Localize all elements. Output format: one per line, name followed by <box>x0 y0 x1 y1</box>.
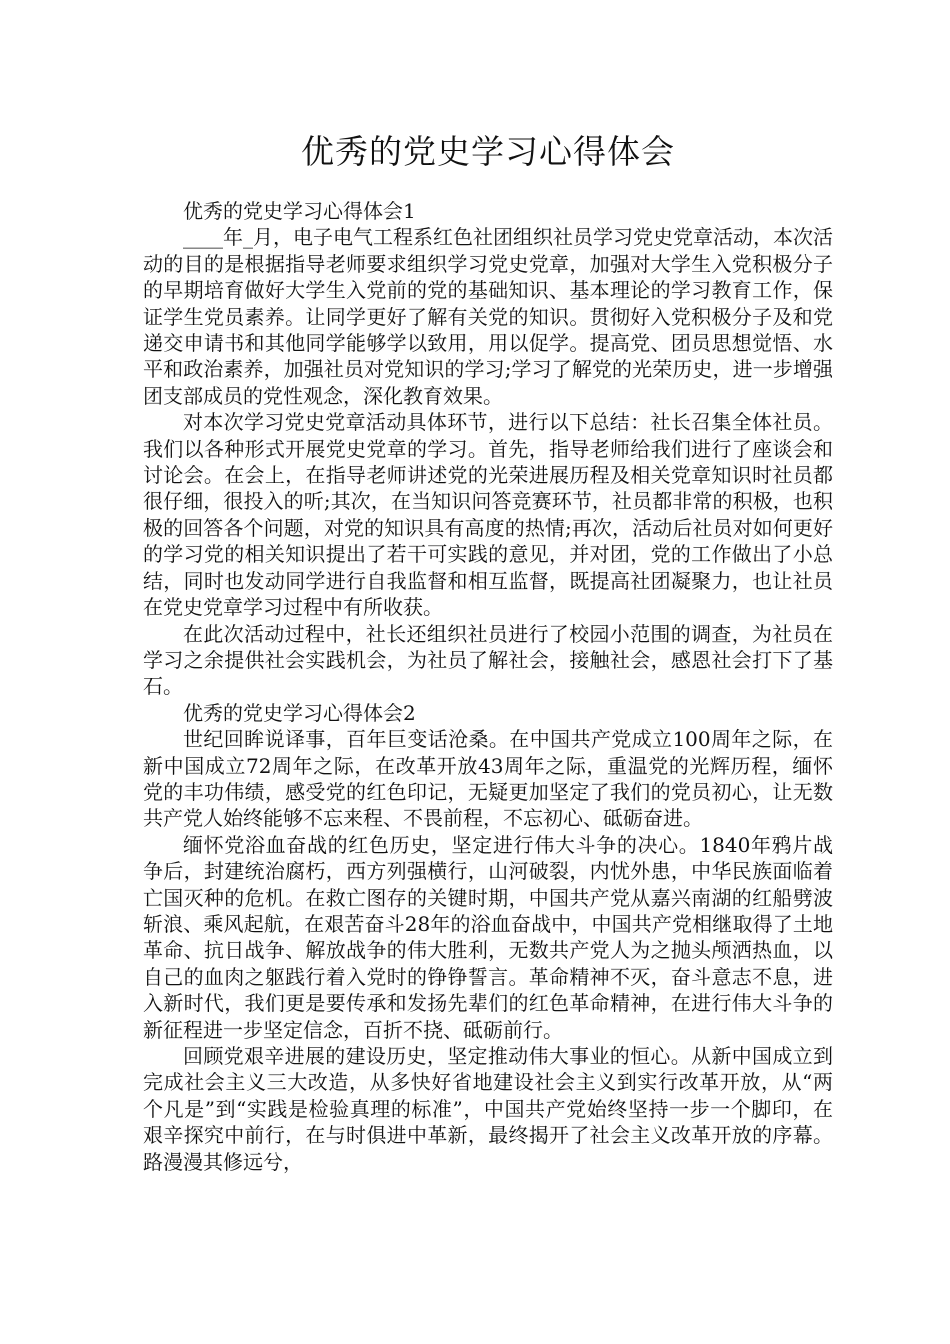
paragraph: 回顾党艰辛进展的建设历史，坚定推动伟大事业的恒心。从新中国成立到完成社会主义三大改造，从多快好省地建设社会主义到实行改革开放，从“两个凡是”到“实践是检验真理的标准”，中国共产党始终坚持一步一个脚印，在艰辛探究中前行，在与时俱进中革新，最终揭开了社会主义改革开放的序幕。路漫漫其修远兮， <box>143 1044 833 1174</box>
paragraph: 在此次活动过程中，社长还组织社员进行了校园小范围的调查，为社员在学习之余提供社会实践机会，为社员了解社会，接触社会，感恩社会打下了基石。 <box>143 621 833 699</box>
paragraph: 对本次学习党史党章活动具体环节，进行以下总结：社长召集全体社员。我们以各种形式开展党史党章的学习。首先，指导老师给我们进行了座谈会和讨论会。在会上，在指导老师讲述党的光荣进展历程及相关党章知识时社员都很仔细，很投入的听;其次，在当知识问答竞赛环节，社员都非常的积极，也积极的回答各个问题，对党的知识具有高度的热情;再次，活动后社员对如何更好的学习党的相关知识提出了若干可实践的意见，并对团，党的工作做出了小总结，同时也发动同学进行自我监督和相互监督，既提高社团凝聚力，也让社员在党史党章学习过程中有所收获。 <box>143 410 833 620</box>
document-title: 优秀的党史学习心得体会 <box>301 132 675 171</box>
document-page <box>143 0 833 1175</box>
section-heading: 优秀的党史学习心得体会1 <box>183 199 416 223</box>
paragraph: 缅怀党浴血奋战的红色历史，坚定进行伟大斗争的决心。1840年鸦片战争后，封建统治腐朽，西方列强横行，山河破裂，内忧外患，中华民族面临着亡国灭种的危机。在救亡图存的关键时期，中国共产党从嘉兴南湖的红船劈波斩浪、乘风起航，在艰苦奋斗28年的浴血奋战中，中国共产党相继取得了土地革命、抗日战争、解放战争的伟大胜利，无数共产党人为之抛头颅洒热血，以自己的血肉之躯践行着入党时的铮铮誓言。革命精神不灭，奋斗意志不息，进入新时代，我们更是要传承和发扬先辈们的红色革命精神，在进行伟大斗争的新征程进一步坚定信念，百折不挠、砥砺前行。 <box>143 832 833 1042</box>
section-heading: 优秀的党史学习心得体会2 <box>183 700 416 725</box>
paragraph: 世纪回眸说译事，百年巨变话沧桑。在中国共产党成立100周年之际，在新中国成立72周年之际，在改革开放43周年之际，重温党的光辉历程，缅怀党的丰功伟绩，感受党的红色印记，无疑更加坚定了我们的党员初心，让无数共产党人始终能够不忘来程、不畏前程，不忘初心、砥砺奋进。 <box>143 727 833 831</box>
document-body <box>143 198 833 1175</box>
paragraph: ____年_月，电子电气工程系红色社团组织社员学习党史党章活动，本次活动的目的是根据指导老师要求组织学习党史党章，加强对大学生入党积极分子的早期培育做好大学生入党前的党的基础知识、基本理论的学习教育工作，保证学生党员素养。让同学更好了解有关党的知识。贯彻好入党积极分子及和党递交申请书和其他同学能够学以致用，用以促学。提高党、团员思想觉悟、水平和政治素养，加强社员对党知识的学习;学习了解党的光荣历史，进一步增强团支部成员的党性观念，深化教育效果。 <box>143 225 833 408</box>
